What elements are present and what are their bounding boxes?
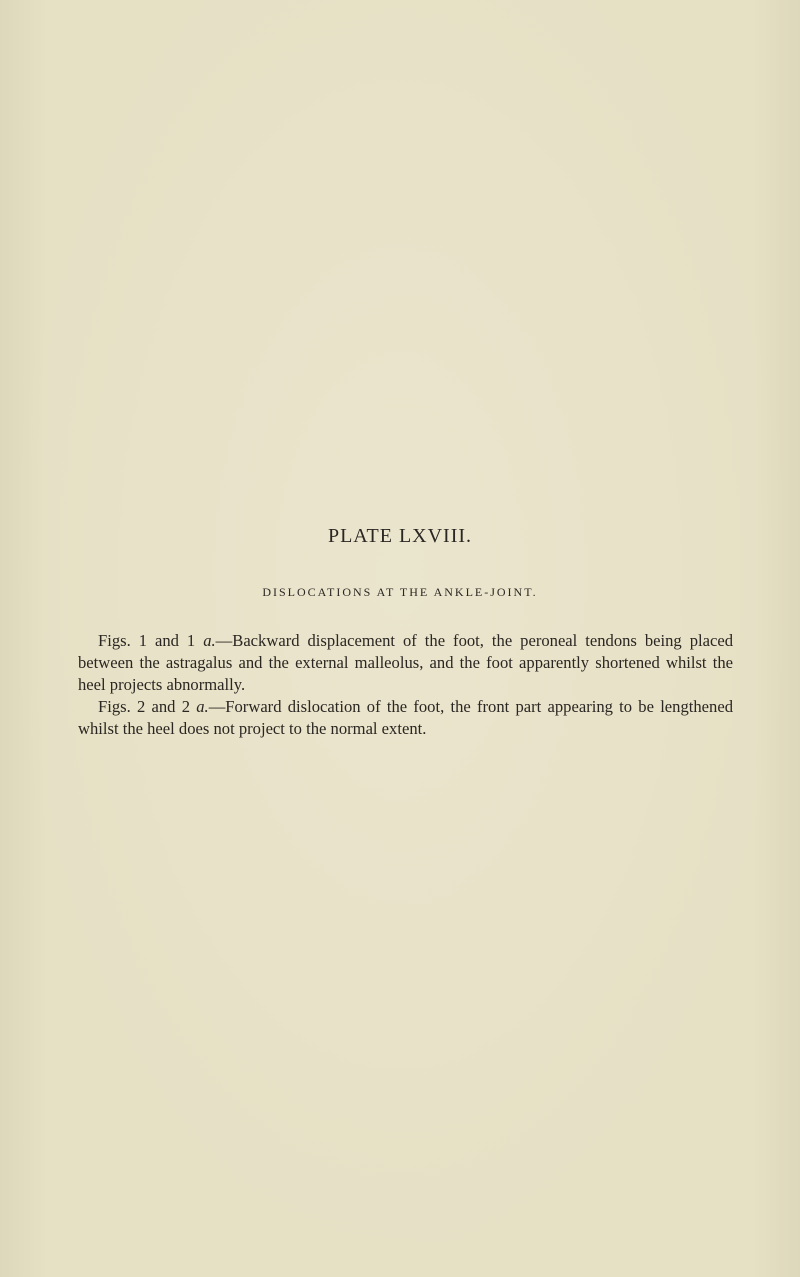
caption-lead: Figs. 1 and 1 [98,631,204,650]
caption-figs-1 [78,630,733,696]
figure-captions [78,630,733,740]
caption-text: —Forward dislocation of the foot, the front part appearing to be lengthened whilst the heel does not project to the normal extent. [78,697,733,738]
plate-title: PLATE LXVIII. [327,525,473,547]
caption-figure-letter: a. [196,697,209,716]
caption-figs-2 [78,696,733,740]
caption-lead: Figs. 2 and 2 [98,697,197,716]
caption-figure-letter: a. [203,631,216,650]
plate-subtitle: DISLOCATIONS AT THE ANKLE-JOINT. [262,585,538,599]
caption-text: —Backward displacement of the foot, the peroneal tendons being placed between the astragalus and the external malleolus, and the foot apparently shortened whilst the heel projects abnormally. [78,631,733,694]
